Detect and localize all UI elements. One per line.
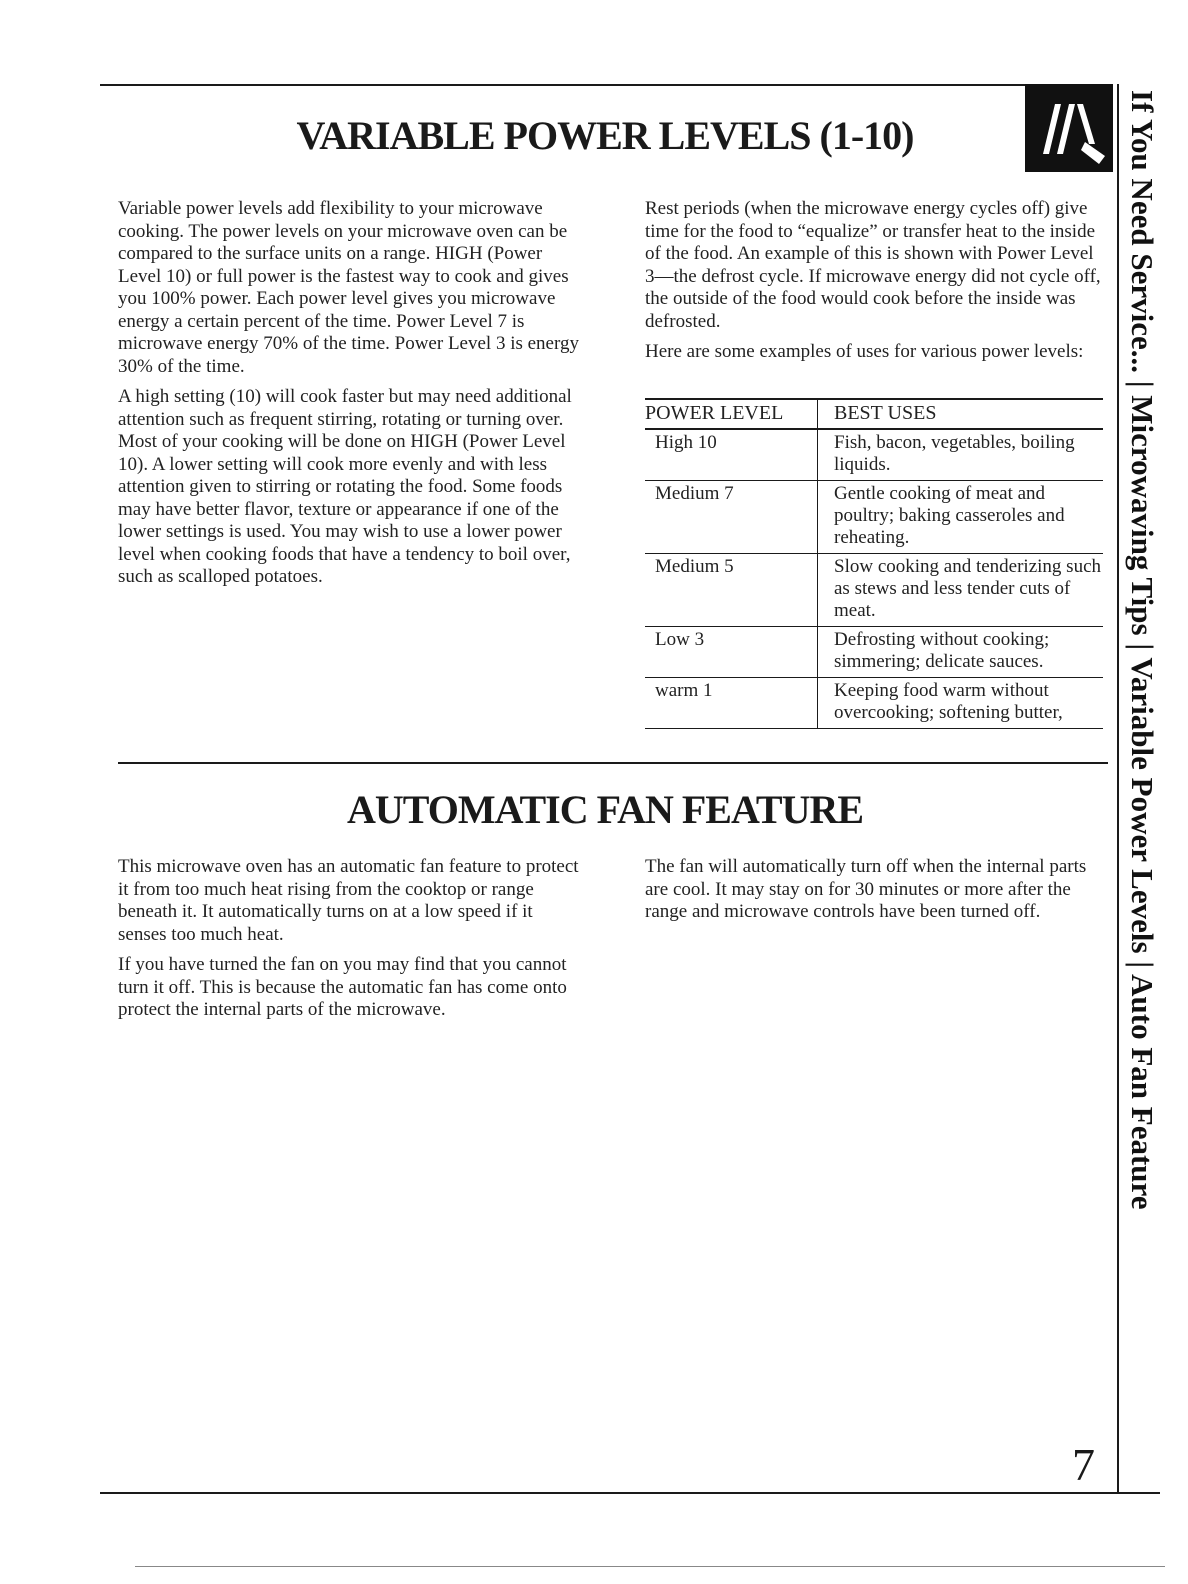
paragraph: A high setting (10) will cook faster but may need additional attention such as frequent stirring, rotating or turning over. Most of your cooking will be done on HIGH (Power Level 10). A lower setting will cook more evenly and with less attention given to stirring or rotating the food. Some foods may have better flavor, texture or appearance if one of the lower settings is used. You may wish to use a lower power level when cooking foods that have a tendency to boil over, such as scalloped potatoes. <box>118 386 572 587</box>
section-title-automatic-fan: AUTOMATIC FAN FEATURE <box>346 787 864 832</box>
paragraph: Here are some examples of uses for various power levels: <box>645 341 1084 362</box>
table-header-row <box>645 399 1103 429</box>
paragraph: The fan will automatically turn off when the internal parts are cool. It may stay on for 30 minutes or more after the range and microwave controls have been turned off. <box>645 856 1087 922</box>
section-divider <box>118 762 1108 764</box>
sidebar-section-tabs: If You Need Service... | Microwaving Tips | Variable Power Levels | Auto Fan Feature <box>1125 90 1160 1210</box>
section-title-variable-power: VARIABLE POWER LEVELS (1-10) <box>296 113 914 158</box>
fan-feature-right-column <box>645 856 1107 932</box>
paragraph: If you have turned the fan on you may find that you cannot turn it off. This is because the automatic fan has come onto protect the internal parts of the microwave. <box>118 954 567 1020</box>
variable-power-left-column <box>118 198 580 597</box>
variable-power-right-column <box>645 198 1107 372</box>
top-rule <box>100 84 1110 86</box>
power-level-cell: Medium 7 <box>645 481 818 554</box>
power-level-cell: Low 3 <box>645 627 818 678</box>
power-levels-table <box>645 398 1103 729</box>
paragraph: This microwave oven has an automatic fan feature to protect it from too much heat rising from the cooktop or range beneath it. It automatically turns on at a low speed if it senses too much heat. <box>118 856 579 945</box>
power-level-cell: warm 1 <box>645 678 818 729</box>
power-level-cell: High 10 <box>645 429 818 481</box>
column-header-power-level: POWER LEVEL <box>645 399 818 429</box>
best-uses-cell: Slow cooking and tenderizing such as stews and less tender cuts of meat. <box>818 554 1104 627</box>
table-row <box>645 554 1103 627</box>
best-uses-cell: Defrosting without cooking; simmering; delicate sauces. <box>818 627 1104 678</box>
footer-rule <box>135 1566 1165 1567</box>
column-header-best-uses: BEST USES <box>818 399 1104 429</box>
table-row <box>645 429 1103 481</box>
power-level-cell: Medium 5 <box>645 554 818 627</box>
table-row <box>645 627 1103 678</box>
paragraph: Rest periods (when the microwave energy cycles off) give time for the food to “equalize” or transfer heat to the inside of the food. An example of this is shown with Power Level 3—the defrost cycle. If microwave energy did not cycle off, the outside of the food would cook before the inside was defrosted. <box>645 198 1101 332</box>
best-uses-cell: Gentle cooking of meat and poultry; baking casseroles and reheating. <box>818 481 1104 554</box>
table-row <box>645 481 1103 554</box>
bottom-rule <box>100 1492 1160 1494</box>
best-uses-cell: Keeping food warm without overcooking; softening butter, <box>818 678 1104 729</box>
paragraph: Variable power levels add flexibility to your microwave cooking. The power levels on your microwave oven can be compared to the surface units on a range. HIGH (Power Level 10) or full power is the fastest way to cook and gives you 100% power. Each power level gives you microwave energy a certain percent of the time. Power Level 7 is microwave energy 70% of the time. Power Level 3 is energy 30% of the time. <box>118 198 579 377</box>
table-row <box>645 678 1103 729</box>
best-uses-cell: Fish, bacon, vegetables, boiling liquids. <box>818 429 1104 481</box>
fan-feature-left-column <box>118 856 580 1030</box>
page-number: 7 <box>1072 1439 1095 1490</box>
